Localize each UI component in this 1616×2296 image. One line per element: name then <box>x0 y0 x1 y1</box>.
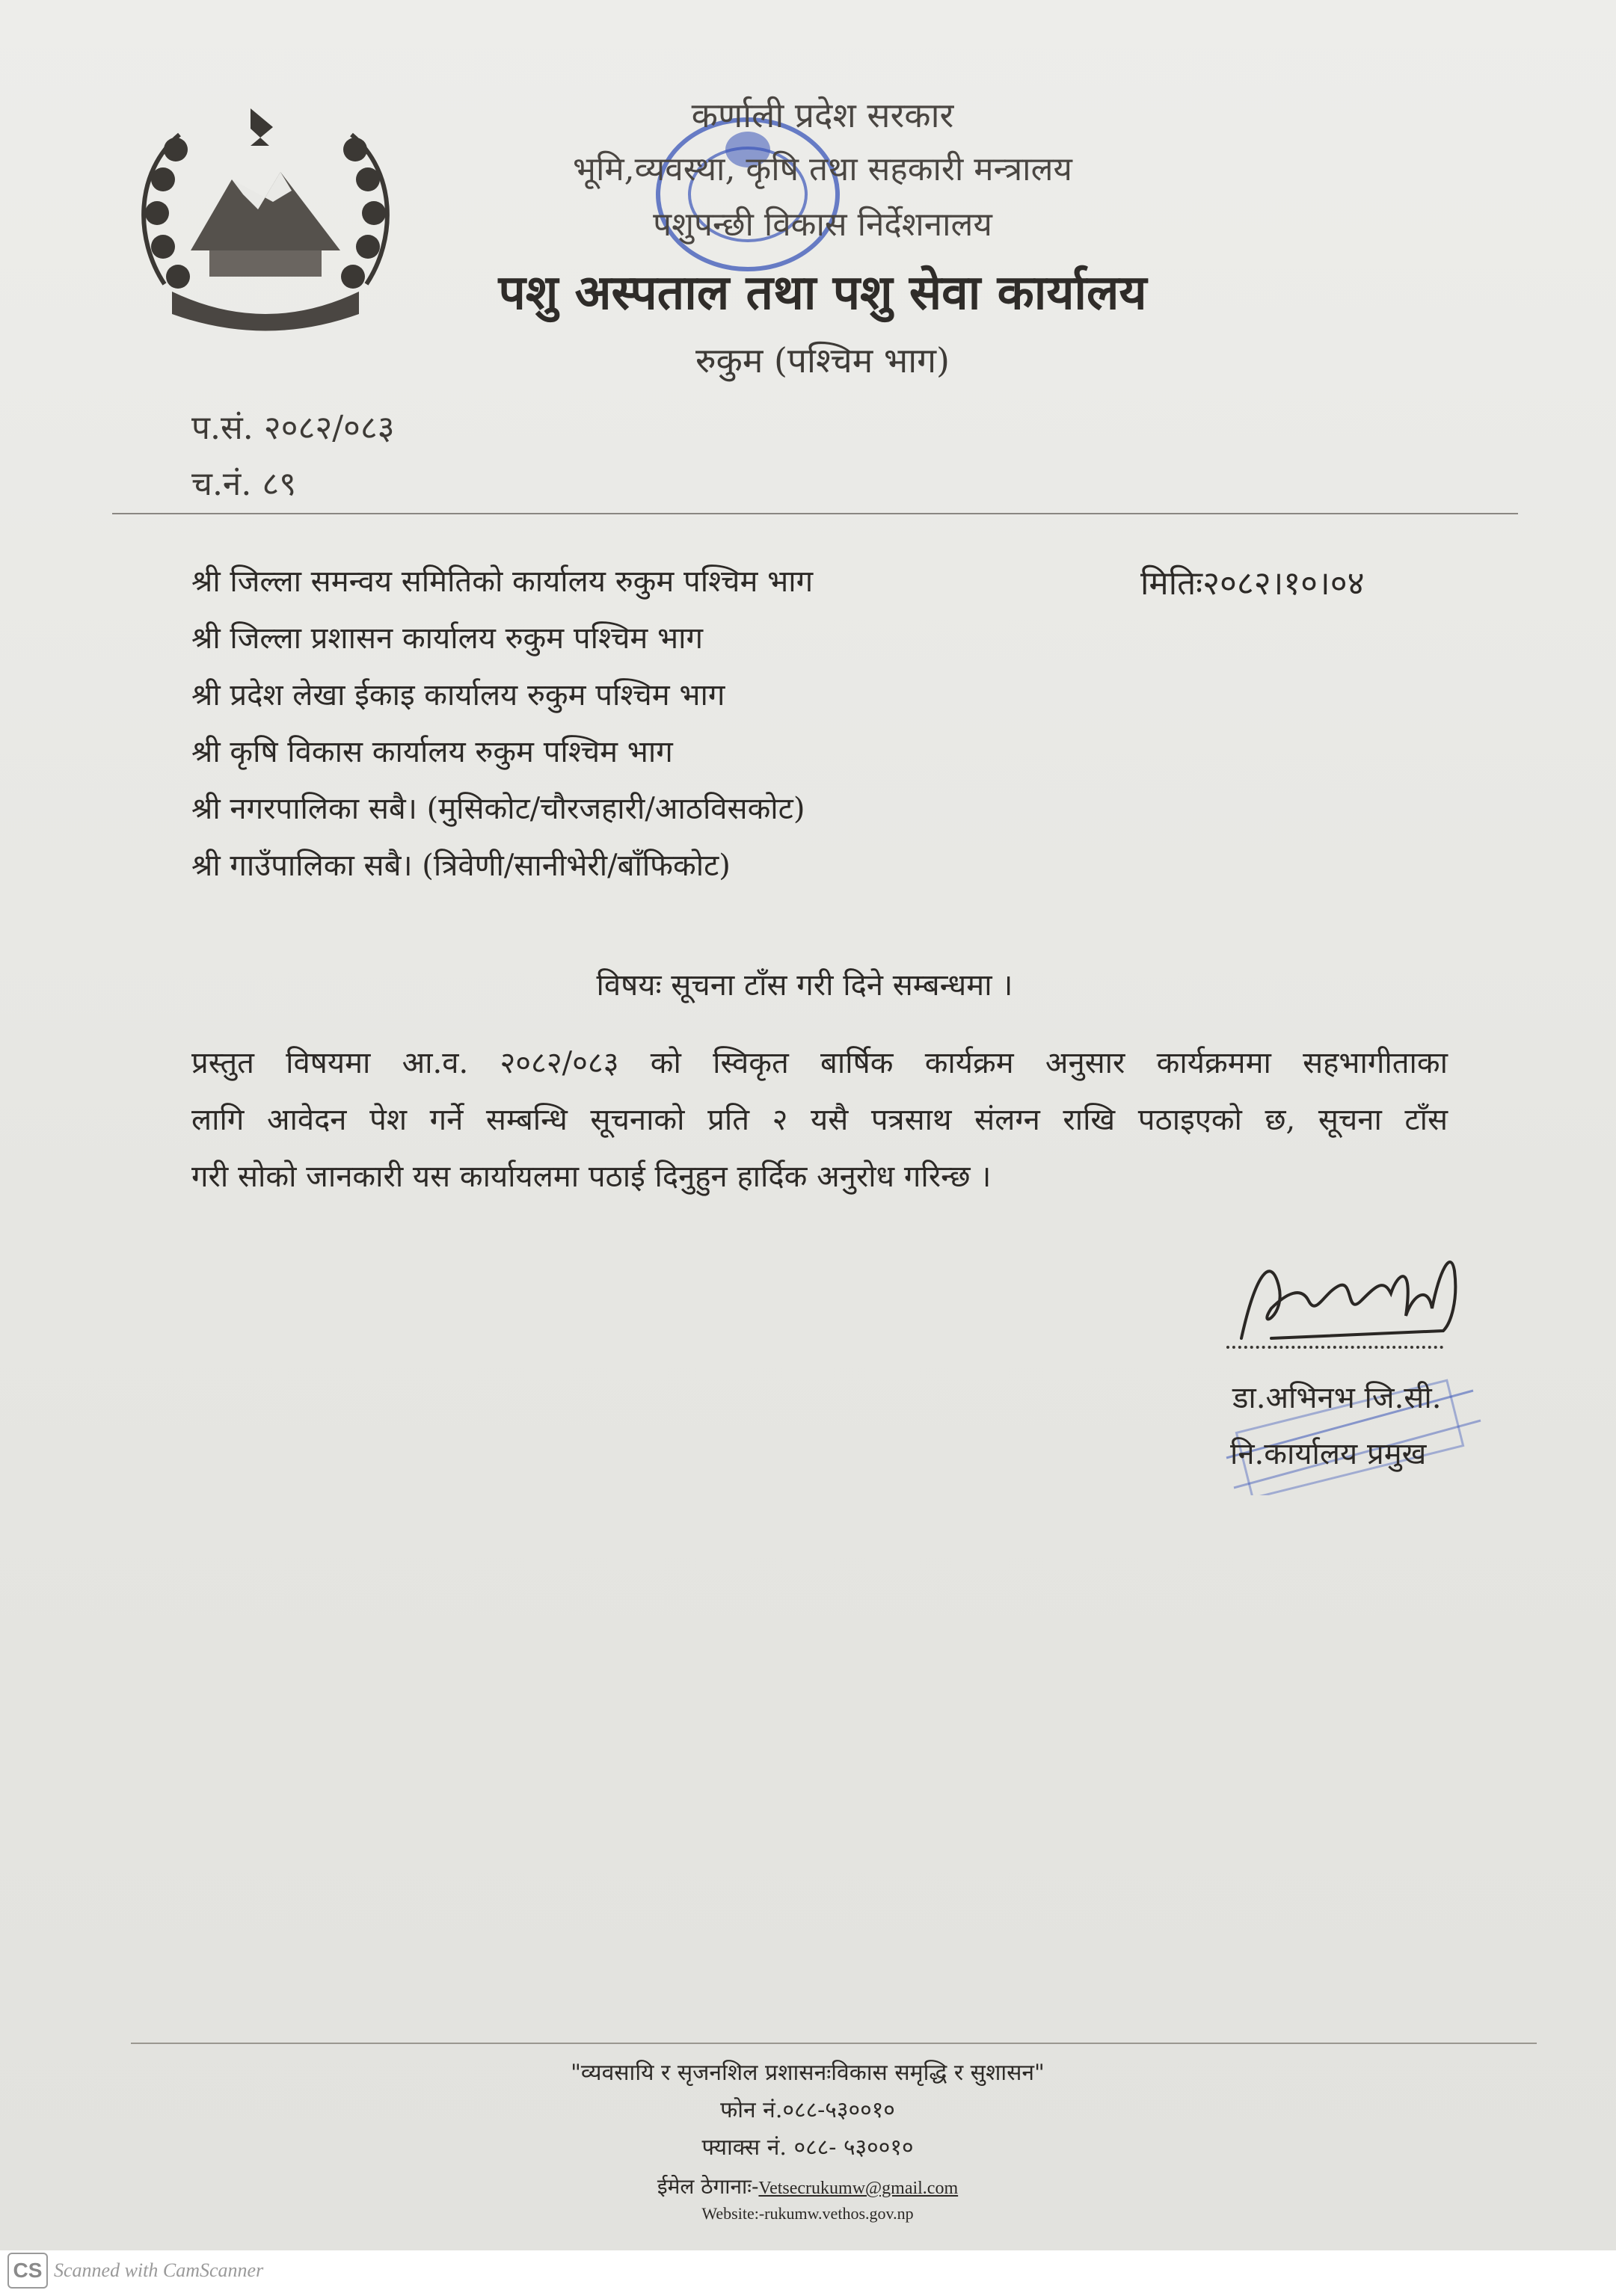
camscanner-watermark-text: Scanned with CamScanner <box>54 2259 264 2281</box>
letter-subject: विषयः सूचना टाँस गरी दिने सम्बन्धमा । <box>596 968 1013 1003</box>
reference-number: प.सं. २०८२/०८३ <box>191 409 395 447</box>
body-line: लागि आवेदन पेश गर्ने सम्बन्धि सूचनाको प्रति २ यसै पत्रसाथ संलग्न राखि पठाइएको छ, सूचना टाँस <box>191 1103 1448 1137</box>
recipient-line: श्री जिल्ला प्रशासन कार्यालय रुकुम पश्चिम भाग <box>191 621 704 656</box>
office-stamp-icon <box>1211 1346 1488 1495</box>
recipient-line: श्री जिल्ला समन्वय समितिको कार्यालय रुकुम पश्चिम भाग <box>191 564 814 599</box>
recipient-line: श्री प्रदेश लेखा ईकाइ कार्यालय रुकुम पश्चिम भाग <box>191 678 725 713</box>
header-province: कर्णाली प्रदेश सरकार <box>691 95 954 135</box>
recipient-line: श्री नगरपालिका सबै। (मुसिकोट/चौरजहारी/आठविसकोट) <box>191 792 805 826</box>
footer-motto: "व्यवसायि र सृजनशिल प्रशासनःविकास समृद्धि र सुशासन" <box>571 2060 1045 2086</box>
footer-website[interactable]: Website:-rukumw.vethos.gov.np <box>701 2204 914 2223</box>
header-office: पशु अस्पताल तथा पशु सेवा कार्यालय <box>498 265 1147 321</box>
footer-email-link[interactable]: Vetsecrukumw@gmail.com <box>758 2179 959 2198</box>
header-district: रुकुम (पश्चिम भाग) <box>695 340 950 381</box>
footer-email-label: ईमेल ठेगानाः- <box>657 2174 759 2199</box>
body-line: प्रस्तुत विषयमा आ.व. २०८२/०८३ को स्विकृत बार्षिक कार्यक्रम अनुसार कार्यक्रममा सहभागीताका <box>191 1046 1448 1080</box>
recipient-line: श्री कृषि विकास कार्यालय रुकुम पश्चिम भाग <box>191 735 673 769</box>
recipient-line: श्री गाउँपालिका सबै। (त्रिवेणी/सानीभेरी/बाँफिकोट) <box>191 849 731 883</box>
header-divider <box>112 513 1518 514</box>
footer-fax: फ्याक्स नं. ०८८- ५३००१० <box>701 2135 914 2161</box>
signatory-title: नि.कार्यालय प्रमुख <box>1230 1437 1427 1471</box>
header-ministry: भूमि,व्यवस्था, कृषि तथा सहकारी मन्त्रालय <box>573 150 1072 188</box>
letter-date: मितिः२०८२।१०।०४ <box>1140 564 1365 603</box>
dispatch-number: च.नं. ८९ <box>191 465 297 503</box>
footer-phone: फोन नं.०८८-५३००१० <box>720 2097 895 2123</box>
signatory-name: डा.अभिनभ जि.सी. <box>1232 1381 1442 1415</box>
signature-icon <box>1226 1241 1473 1353</box>
nepal-emblem-icon <box>120 90 411 344</box>
body-line: गरी सोको जानकारी यस कार्यायलमा पठाई दिनुहुन हार्दिक अनुरोध गरिन्छ । <box>191 1160 992 1194</box>
camscanner-logo-icon: CS <box>7 2253 48 2289</box>
header-directorate: पशुपन्छी विकास निर्देशनालय <box>653 206 992 244</box>
footer-divider <box>131 2043 1537 2044</box>
footer-email-row <box>449 2172 1167 2200</box>
